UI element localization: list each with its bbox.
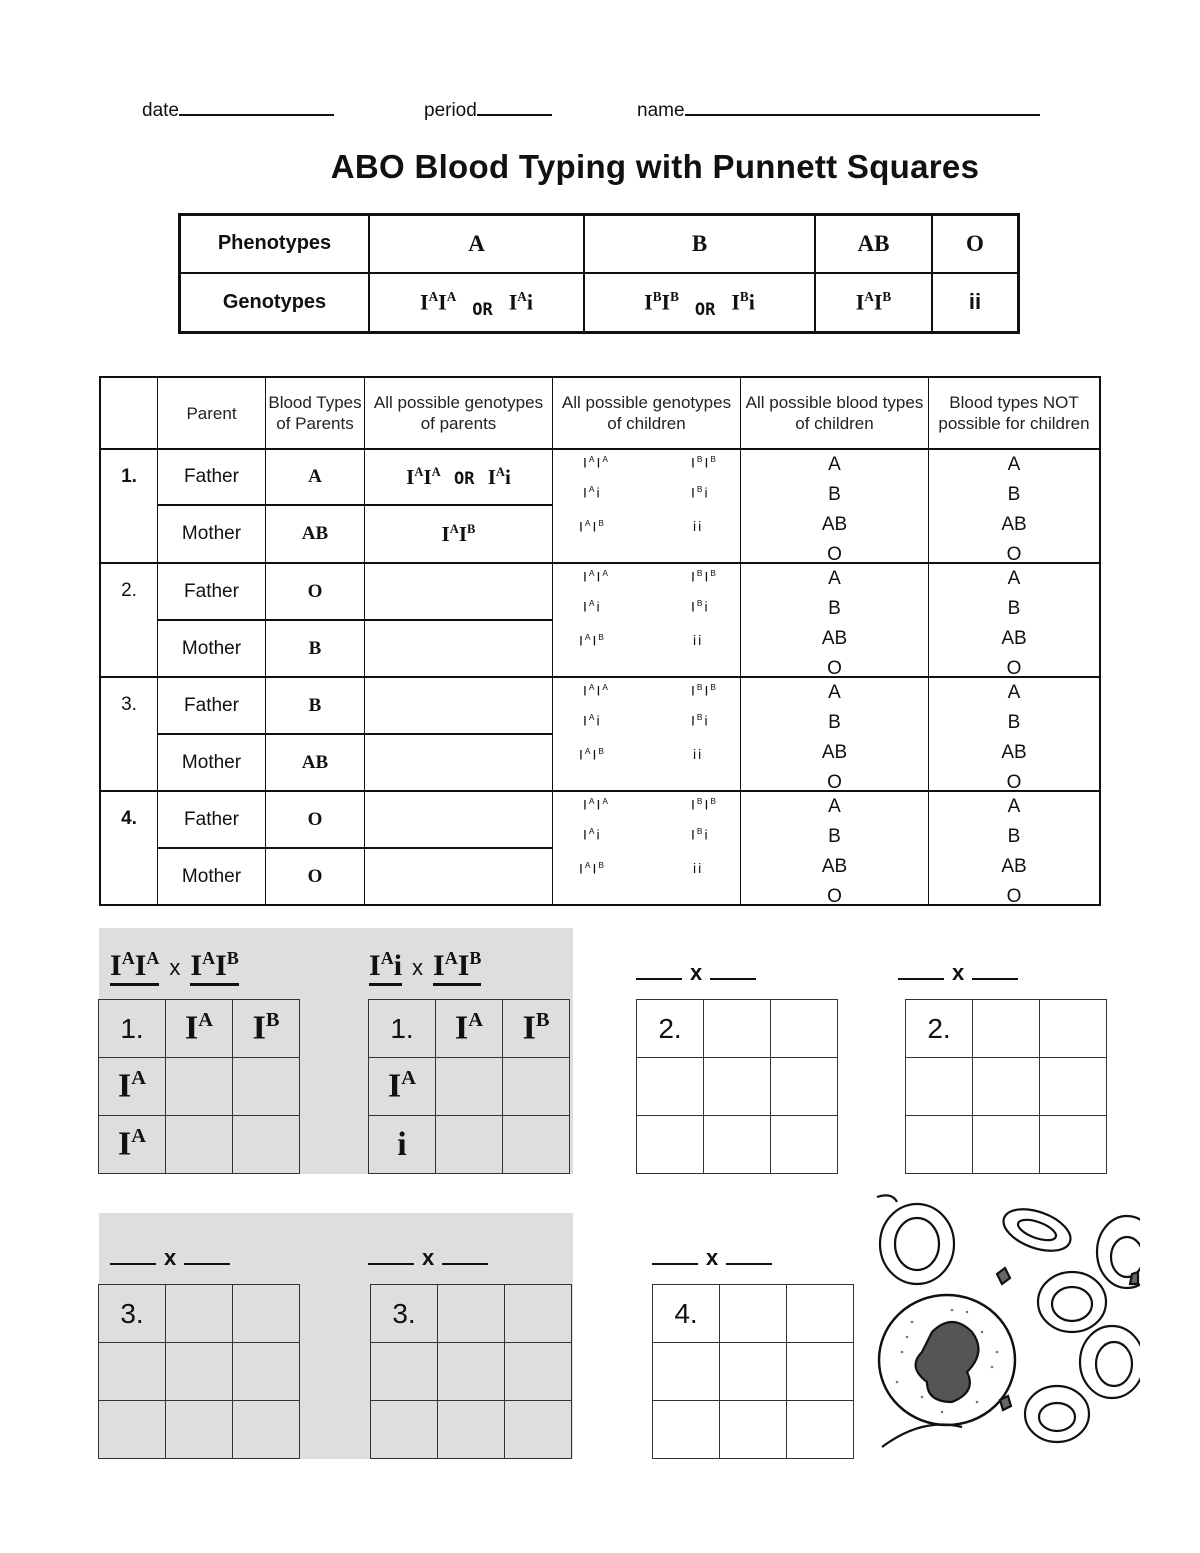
red-cell [880,1204,954,1284]
punnett-square [636,999,838,1174]
parent-label-father: Father [158,563,266,620]
punnett-cell[interactable] [166,1058,233,1116]
punnett-cell[interactable] [233,1058,300,1116]
family-number: 2. [100,563,158,677]
blood-type-option: AB [1001,628,1027,649]
blood-type-option: AB [821,856,848,877]
family-2 [100,563,1100,677]
page-title: ABO Blood Typing with Punnett Squares [330,148,980,185]
child-genotype: $I^AI^A$ [583,682,610,699]
blood-type-option: A [828,454,841,475]
square-number: 2. [637,1000,704,1058]
family-number: 1. [100,449,158,563]
punnett-cell[interactable] [436,1116,503,1174]
family-4 [100,791,1100,905]
child-genotype: $I^Bi$ [691,826,710,843]
blood-type-option: O [1006,544,1022,562]
punnett-cell[interactable] [704,1116,771,1174]
child-genotype: $I^Ai$ [583,712,602,729]
mother-genotypes[interactable] [365,848,553,905]
punnett-cell[interactable] [233,1116,300,1174]
punnett-square [905,999,1107,1174]
punnett-cell[interactable] [704,1058,771,1116]
punnett-cell[interactable] [233,1401,300,1459]
blood-type-option: O [1006,886,1022,904]
parent-label-mother: Mother [158,848,266,905]
square-number: 4. [653,1285,720,1343]
punnett-cell[interactable] [166,1401,233,1459]
punnett-square [652,1284,854,1459]
genotype-ab: $I^AI^B$ [815,273,932,333]
row-allele[interactable] [99,1343,166,1401]
punnett-cell[interactable] [166,1116,233,1174]
square-number: 3. [99,1285,166,1343]
punnett-cell[interactable] [233,1343,300,1401]
row-allele: $I^A$ [99,1116,166,1174]
row-allele: $I^A$ [369,1058,436,1116]
name-field[interactable]: name [637,98,1040,122]
square-number: 1. [99,1000,166,1058]
cross-blank[interactable]: x [628,960,764,986]
column-allele[interactable] [438,1285,505,1343]
cross-blank[interactable]: x [644,1245,780,1271]
column-allele[interactable] [973,1000,1040,1058]
blood-type-option: B [828,712,841,733]
child-genotype: $I^Ai$ [583,484,602,501]
blood-type-option: A [1007,454,1021,475]
column-allele[interactable] [787,1285,854,1343]
row-allele[interactable] [371,1343,438,1401]
parent-label-mother: Mother [158,734,266,791]
punnett-cell[interactable] [438,1401,505,1459]
child-genotype: $I^AI^A$ [583,454,610,471]
cross-blank[interactable]: x [360,1245,496,1271]
child-genotype: ii [693,518,704,534]
punnett-cell[interactable] [505,1343,572,1401]
row-allele[interactable] [637,1116,704,1174]
family-1 [100,449,1100,563]
blood-type-option: O [827,658,842,676]
punnett-square [368,999,570,1174]
blood-type-option: O [827,886,842,904]
family-number: 3. [100,677,158,791]
child-genotype: $I^AI^A$ [583,568,610,585]
phenotype-genotype-table: Phenotypes A B AB O Genotypes $I^AI^A_{OR}$ $I^Ai$ $I^BI^B_{OR}$ $I^Bi$ $I^AI^B$ ii [178,213,1020,334]
column-allele[interactable] [704,1000,771,1058]
impossible-blood-types[interactable] [929,677,1101,791]
column-allele[interactable] [166,1285,233,1343]
punnett-cell[interactable] [503,1058,570,1116]
punnett-cell[interactable] [436,1058,503,1116]
child-genotype: $I^Ai$ [583,826,602,843]
father-genotypes[interactable] [365,563,553,620]
blood-type-option: AB [821,514,848,535]
blood-type-option: A [1007,682,1021,703]
blood-type-option: O [1006,772,1022,790]
child-genotype: $I^AI^B$ [579,518,606,535]
punnett-cell[interactable] [505,1401,572,1459]
father-blood-type: A [266,449,365,505]
blood-type-option: AB [1001,514,1027,535]
column-allele[interactable] [720,1285,787,1343]
child-genotype: $I^AI^B$ [579,860,606,877]
blood-type-option: O [1006,658,1022,676]
child-genotypes[interactable] [553,449,741,563]
father-genotypes[interactable]: $I^AI^A$ OR $I^Ai$ [365,449,553,505]
blood-cells-illustration [872,1192,1140,1454]
square-number: 2. [906,1000,973,1058]
child-genotype: $I^AI^B$ [579,746,606,763]
cross-label: $I^AI^A$ x $I^AI^B$ [110,948,239,983]
mother-blood-type: AB [266,734,365,791]
punnett-square [98,1284,300,1459]
punnett-cell[interactable] [720,1343,787,1401]
punnett-cell[interactable] [503,1116,570,1174]
date-field[interactable]: date [142,98,334,122]
punnett-cell[interactable] [973,1116,1040,1174]
genotype-o: ii [932,273,1019,333]
parent-label-father: Father [158,677,266,734]
parent-label-mother: Mother [158,620,266,677]
blood-type-option: B [828,598,841,619]
child-genotype: $I^Bi$ [691,712,710,729]
child-genotype: $I^Bi$ [691,484,710,501]
punnett-cell[interactable] [787,1401,854,1459]
genotype-a: $I^AI^A_{OR}$ $I^Ai$ [369,273,584,333]
child-genotypes[interactable] [553,791,741,905]
square-number: 3. [371,1285,438,1343]
father-genotypes[interactable] [365,791,553,848]
punnett-cell[interactable] [1040,1116,1107,1174]
possible-blood-types[interactable] [741,791,929,905]
blood-type-option: B [1007,712,1021,733]
row-allele[interactable] [99,1401,166,1459]
child-genotype: $I^AI^B$ [579,632,606,649]
blood-type-option: B [1007,484,1021,505]
blood-type-option: B [1007,826,1021,847]
mother-genotypes[interactable] [365,734,553,791]
blood-type-option: A [828,568,841,589]
family-3 [100,677,1100,791]
impossible-blood-types[interactable] [929,791,1101,905]
possible-blood-types[interactable] [741,677,929,791]
row-allele[interactable] [653,1343,720,1401]
blood-type-option: O [827,772,842,790]
row-allele[interactable] [371,1401,438,1459]
punnett-cell[interactable] [166,1343,233,1401]
blood-type-option: AB [1001,856,1027,877]
punnett-cell[interactable] [771,1116,838,1174]
mother-blood-type: B [266,620,365,677]
punnett-cell[interactable] [720,1401,787,1459]
row-allele[interactable] [906,1058,973,1116]
row-allele[interactable] [653,1401,720,1459]
child-genotype: $I^BI^B$ [691,568,718,585]
child-genotype: $I^BI^B$ [691,796,718,813]
mother-genotypes[interactable]: $I^AI^B$ [365,505,553,563]
blood-type-option: B [1007,598,1021,619]
column-allele[interactable] [1040,1000,1107,1058]
child-genotype: ii [693,632,704,648]
punnett-square [98,999,300,1174]
impossible-blood-types[interactable] [929,563,1101,677]
punnett-cell[interactable] [1040,1058,1107,1116]
row-allele[interactable] [906,1116,973,1174]
cross-blank[interactable]: x [890,960,1026,986]
child-genotypes[interactable] [553,677,741,791]
column-allele[interactable] [771,1000,838,1058]
mother-blood-type: AB [266,505,365,563]
child-genotypes[interactable] [553,563,741,677]
genotype-b: $I^BI^B_{OR}$ $I^Bi$ [584,273,815,333]
row-allele: i [369,1116,436,1174]
punnett-cell[interactable] [787,1343,854,1401]
mother-blood-type: O [266,848,365,905]
impossible-blood-types[interactable] [929,449,1101,563]
blood-type-option: A [828,682,841,703]
child-genotype: $I^AI^A$ [583,796,610,813]
blood-type-option: A [1007,568,1021,589]
blood-type-option: A [828,796,841,817]
punnett-cell[interactable] [973,1058,1040,1116]
punnett-cell[interactable] [438,1343,505,1401]
father-genotypes[interactable] [365,677,553,734]
column-allele[interactable] [505,1285,572,1343]
child-genotype: ii [693,860,704,876]
blood-type-option: B [828,826,841,847]
blood-type-option: AB [821,742,848,763]
child-genotype: $I^BI^B$ [691,682,718,699]
cross-blank[interactable]: x [102,1245,238,1271]
possible-blood-types[interactable] [741,449,929,563]
child-genotype: $I^Ai$ [583,598,602,615]
father-blood-type: O [266,563,365,620]
possible-blood-types[interactable] [741,563,929,677]
father-blood-type: B [266,677,365,734]
parent-label-father: Father [158,449,266,505]
cross-worksheet-table: Parent Blood Types of Parents All possible genotypes of parents All possible genotypes of children All possible blood types of children Blood types NOT possible for children 1. Father A $I^AI^A$ OR $I^Ai$ $I^AI^A$ $I^BI^B$ $I^Ai$ $I^Bi$ $I^AI^B$ ii A B AB O A B AB O Mother AB $I^AI^B$ 2. Father O $I^AI^A$ $I^BI^B$ $I^Ai$ $I^Bi$ $I^AI^B$ ii A B AB O A B AB O Mother B 3. Father B $I^AI^A$ $I^BI^B$ $I^Ai$ $I^Bi$ $I^AI^B$ ii A B AB O A B AB O Mother AB 4. Father O $I^AI^A$ $I^BI^B$ $I^Ai$ $I^Bi$ $I^AI^B$ ii A B AB O A B AB O Mother O [99,376,1101,906]
column-allele: $I^A$ [166,1000,233,1058]
mother-genotypes[interactable] [365,620,553,677]
column-allele[interactable] [233,1285,300,1343]
row-allele[interactable] [637,1058,704,1116]
child-genotype: $I^Bi$ [691,598,710,615]
blood-type-option: A [1007,796,1021,817]
column-allele: $I^B$ [233,1000,300,1058]
parent-label-father: Father [158,791,266,848]
punnett-cell[interactable] [771,1058,838,1116]
father-blood-type: O [266,791,365,848]
child-genotype: $I^BI^B$ [691,454,718,471]
square-number: 1. [369,1000,436,1058]
period-field[interactable]: period [424,98,552,122]
row-allele: $I^A$ [99,1058,166,1116]
blood-type-option: AB [1001,742,1027,763]
blood-type-option: B [828,484,841,505]
blood-type-option: AB [821,628,848,649]
child-genotype: ii [693,746,704,762]
blood-type-option: O [827,544,842,562]
column-allele: $I^B$ [503,1000,570,1058]
punnett-square [370,1284,572,1459]
family-number: 4. [100,791,158,905]
column-allele: $I^A$ [436,1000,503,1058]
parent-label-mother: Mother [158,505,266,563]
cross-label: $I^Ai$ x $I^AI^B$ [369,948,481,983]
